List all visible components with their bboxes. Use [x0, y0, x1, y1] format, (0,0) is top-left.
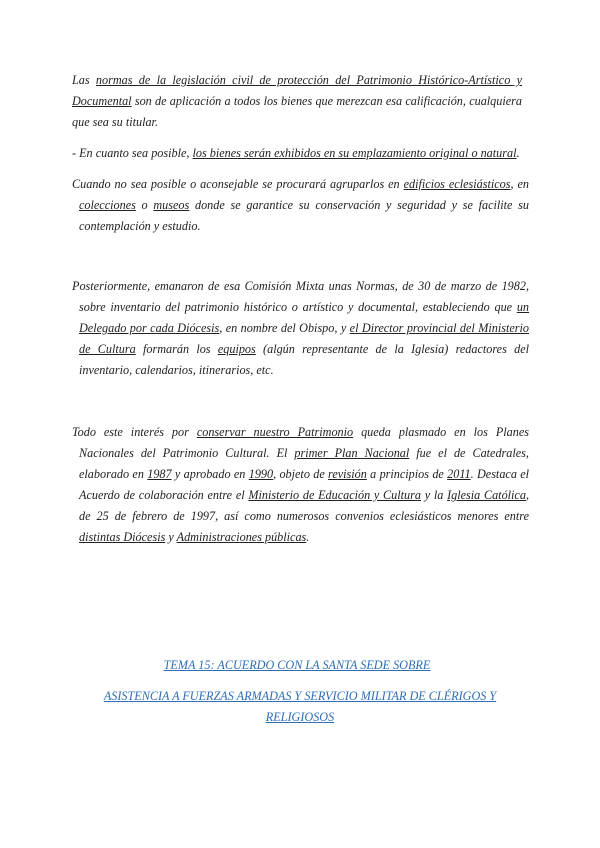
section-heading-line1: TEMA 15: ACUERDO CON LA SANTA SEDE SOBRE — [163, 658, 431, 672]
underlined-text: revisión — [328, 467, 367, 481]
underlined-text: edificios eclesiásticos — [403, 177, 511, 191]
paragraph-national-plans — [72, 422, 529, 548]
paragraph-grouping — [72, 174, 529, 237]
underlined-text: equipos — [217, 342, 256, 356]
paragraph-exhibition — [72, 143, 522, 164]
text: fue el de Catedrales, elaborado en — [79, 446, 529, 481]
text: . Destaca el Acuerdo de colaboración entre el — [79, 467, 530, 502]
text: o — [135, 198, 154, 212]
underlined-text: conservar nuestro Patrimonio — [196, 425, 354, 439]
section-heading-line2: ASISTENCIA A FUERZAS ARMADAS Y SERVICIO MILITAR DE CLÉRIGOS Y RELIGIOSOS — [103, 689, 497, 724]
underlined-text: 1987 — [147, 467, 172, 481]
paragraph-legislation — [72, 70, 522, 133]
text: , objeto de — [273, 467, 329, 481]
text: , en — [510, 177, 529, 191]
text: son de aplicación a todos los bienes que merezcan esa calificación, cualquiera que sea su titular. — [72, 94, 522, 129]
text: , de 25 de febrero de 1997, así como numerosos convenios eclesiásticos menores entre — [79, 488, 529, 523]
text: - En cuanto sea posible, — [72, 146, 193, 160]
text: y aprobado en — [171, 467, 249, 481]
text: y la — [420, 488, 448, 502]
text: (algún representante de la Iglesia) redactores del inventario, calendarios, itinerarios, etc. — [79, 342, 529, 377]
paragraph-inventory-norms — [72, 276, 529, 381]
text: , en nombre del Obispo, y — [219, 321, 350, 335]
underlined-text: normas de la legislación civil de protección del Patrimonio Histórico-Artístico y Documental — [72, 73, 522, 108]
text: Las — [72, 73, 96, 87]
underlined-text: distintas Diócesis — [79, 530, 166, 544]
underlined-text: museos — [153, 198, 190, 212]
text: . — [306, 530, 310, 544]
text: Cuando no sea posible o aconsejable se procurará agruparlos en — [72, 177, 404, 191]
underlined-text: un Delegado por cada Diócesis — [79, 300, 529, 335]
underlined-text: Iglesia Católica — [447, 488, 526, 502]
underlined-text: Ministerio de Educación y Cultura — [248, 488, 421, 502]
text: Todo este interés por — [72, 425, 197, 439]
text: a principios de — [366, 467, 448, 481]
text: donde se garantice su conservación y seguridad y se facilite su contemplación y estudio. — [79, 198, 529, 233]
underlined-text: los bienes serán exhibidos en su emplazamiento original o natural — [192, 146, 517, 160]
text: . — [516, 146, 520, 160]
underlined-text: 1990 — [248, 467, 274, 481]
text: Posteriormente, emanaron de esa Comisión Mixta unas Normas, de 30 de marzo de 1982, sobre inventario del patrimonio histórico o artístico y documental, estableciendo que — [72, 279, 529, 314]
underlined-text: Administraciones públicas — [176, 530, 307, 544]
text: formarán los — [135, 342, 218, 356]
underlined-text: el Director provincial del Ministerio de Cultura — [79, 321, 529, 356]
underlined-text: 2011 — [447, 467, 471, 481]
underlined-text: colecciones — [79, 198, 136, 212]
underlined-text: primer Plan Nacional — [294, 446, 410, 460]
text: y — [165, 530, 177, 544]
text: queda plasmado en los Planes Nacionales del Patrimonio Cultural. El — [79, 425, 529, 460]
